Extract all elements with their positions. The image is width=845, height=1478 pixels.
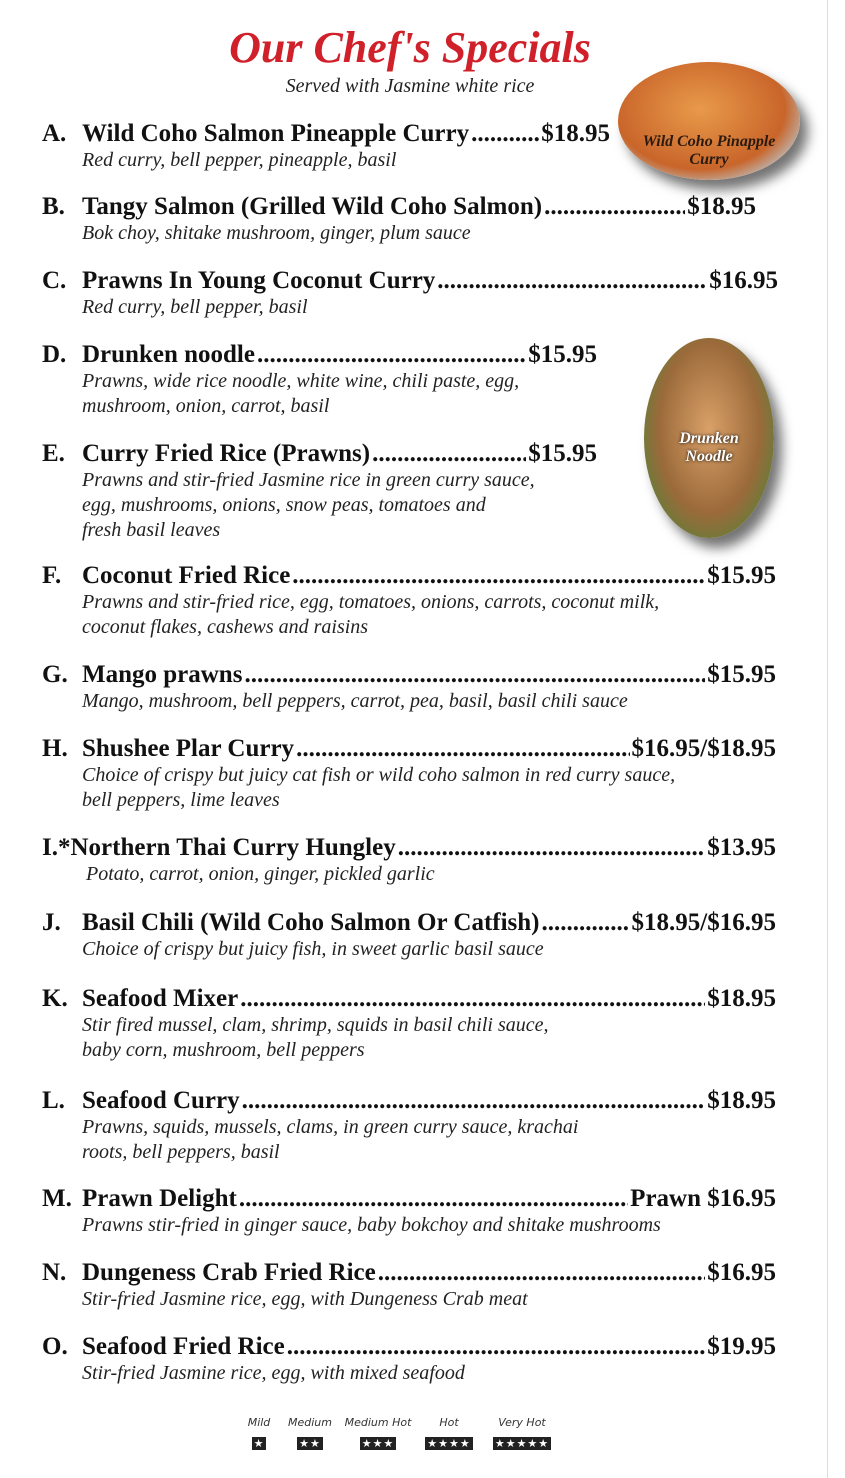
- legend-label: Medium Hot: [344, 1416, 412, 1429]
- item-letter: B.: [42, 193, 65, 220]
- item-description: [42, 1013, 776, 1063]
- star-rating-icon: ★: [253, 1437, 265, 1450]
- description-line: Prawns, wide rice noodle, white wine, chili paste, egg,: [82, 370, 520, 392]
- photo-caption: Noodle: [685, 448, 733, 465]
- item-price: $18.95: [687, 193, 756, 220]
- item-description: [42, 689, 776, 714]
- legend-item: [278, 1416, 342, 1450]
- item-letter: F.: [42, 562, 62, 589]
- menu-item: [42, 1087, 776, 1165]
- legend-item: [342, 1416, 414, 1450]
- menu-item: [42, 562, 776, 640]
- description-line: Stir fired mussel, clam, shrimp, squids in basil chili sauce,: [82, 1014, 549, 1036]
- menu-item: [42, 909, 776, 962]
- item-description: [42, 1213, 776, 1238]
- description-line: Choice of crispy but juicy fish, in sweet garlic basil sauce: [82, 938, 544, 960]
- item-description: [42, 763, 776, 813]
- menu-item: [42, 1185, 776, 1238]
- item-name: Dungeness Crab Fried Rice: [82, 1259, 376, 1286]
- dot-leader: [244, 661, 705, 689]
- item-description: [42, 221, 756, 246]
- page-title: Our Chef's Specials: [229, 23, 591, 72]
- item-price: $15.95: [707, 661, 776, 688]
- item-description: [42, 1287, 776, 1312]
- photo-caption: Wild Coho Pinapple: [642, 133, 776, 150]
- item-letter: N.: [42, 1259, 67, 1286]
- dot-leader: [542, 909, 630, 937]
- item-letter: M.: [42, 1185, 72, 1212]
- menu-item: [42, 120, 610, 173]
- item-price: $18.95: [707, 1087, 776, 1114]
- item-price: $18.95: [541, 120, 610, 147]
- dot-leader: [240, 985, 705, 1013]
- description-line: Stir-fried Jasmine rice, egg, with Dungeness Crab meat: [82, 1288, 528, 1310]
- item-name: Drunken noodle: [82, 341, 255, 368]
- description-line: Red curry, bell pepper, pineapple, basil: [82, 149, 397, 171]
- item-price: $15.95: [707, 562, 776, 589]
- description-line: Mango, mushroom, bell peppers, carrot, pea, basil, basil chili sauce: [82, 690, 628, 712]
- item-price: $19.95: [707, 1333, 776, 1360]
- legend-label: Very Hot: [498, 1416, 546, 1429]
- item-letter: O.: [42, 1333, 68, 1360]
- dot-leader: [242, 1087, 706, 1115]
- item-name: Seafood Fried Rice: [82, 1333, 285, 1360]
- item-description: [42, 862, 776, 887]
- item-description: [42, 148, 610, 173]
- description-line: Choice of crispy but juicy cat fish or wild coho salmon in red curry sauce,: [82, 764, 676, 786]
- description-line: roots, bell peppers, basil: [82, 1141, 280, 1163]
- menu-item: [42, 735, 776, 813]
- menu-item: [42, 661, 776, 714]
- item-price: $16.95: [709, 267, 778, 294]
- item-name: Prawn Delight: [82, 1185, 237, 1212]
- description-line: Red curry, bell pepper, basil: [82, 296, 308, 318]
- dot-leader: [378, 1259, 706, 1287]
- description-line: egg, mushrooms, onions, snow peas, tomatoes and: [82, 494, 486, 516]
- item-letter: E.: [42, 440, 65, 467]
- menu-item: [42, 1333, 776, 1386]
- item-price: $18.95: [707, 985, 776, 1012]
- photo-caption: Curry: [689, 151, 729, 168]
- description-line: Prawns, squids, mussels, clams, in green curry sauce, krachai: [82, 1116, 579, 1138]
- legend-item: [414, 1416, 484, 1450]
- dot-leader: [437, 267, 707, 295]
- dot-leader: [544, 193, 685, 221]
- item-name: Tangy Salmon (Grilled Wild Coho Salmon): [82, 193, 543, 220]
- item-letter: D.: [42, 341, 67, 368]
- item-name: Shushee Plar Curry: [82, 735, 295, 762]
- menu-item: [42, 440, 597, 543]
- item-description: [42, 590, 776, 640]
- legend-label: Mild: [247, 1416, 271, 1429]
- dot-leader: [372, 440, 526, 468]
- dot-leader: [287, 1333, 706, 1361]
- menu-item: [42, 985, 776, 1063]
- item-name: Coconut Fried Rice: [82, 562, 291, 589]
- star-rating-icon: ★★★★★: [494, 1437, 550, 1450]
- spice-legend: [240, 1416, 560, 1450]
- photo-drunken-noodle: [644, 338, 774, 538]
- menu-item: [42, 341, 597, 419]
- legend-item: [484, 1416, 560, 1450]
- item-price: $16.95: [707, 1259, 776, 1286]
- item-letter: K.: [42, 985, 68, 1012]
- item-price: $13.95: [707, 834, 776, 861]
- legend-label: Medium: [288, 1416, 332, 1429]
- star-rating-icon: ★★★★: [427, 1437, 471, 1450]
- item-description: [42, 1115, 776, 1165]
- description-line: baby corn, mushroom, bell peppers: [82, 1039, 365, 1061]
- menu-item: [42, 267, 778, 320]
- description-line: Stir-fried Jasmine rice, egg, with mixed seafood: [82, 1362, 465, 1384]
- dot-leader: [239, 1185, 628, 1213]
- item-letter: J.: [42, 909, 61, 936]
- legend-item: [240, 1416, 278, 1450]
- scrollbar-track[interactable]: [827, 0, 828, 1478]
- description-line: Prawns and stir-fried rice, egg, tomatoes, onions, carrots, coconut milk,: [82, 591, 660, 613]
- item-name: Curry Fried Rice (Prawns): [82, 440, 371, 467]
- item-name: Mango prawns: [82, 661, 243, 688]
- page-subtitle: Served with Jasmine white rice: [285, 75, 535, 97]
- item-price: $18.95/$16.95: [631, 909, 776, 936]
- dot-leader: [292, 562, 705, 590]
- star-rating-icon: ★★★: [361, 1437, 395, 1450]
- dot-leader: [257, 341, 526, 369]
- description-line: Prawns stir-fried in ginger sauce, baby bokchoy and shitake mushrooms: [82, 1214, 661, 1236]
- dot-leader: [296, 735, 629, 763]
- item-description: [42, 468, 597, 543]
- menu-item: [42, 1259, 776, 1312]
- item-description: [42, 295, 778, 320]
- photo-wild-coho-curry: [618, 62, 800, 180]
- description-line: Potato, carrot, onion, ginger, pickled garlic: [86, 863, 435, 885]
- item-price: $15.95: [528, 341, 597, 368]
- description-line: Bok choy, shitake mushroom, ginger, plum sauce: [82, 222, 471, 244]
- description-line: mushroom, onion, carrot, basil: [82, 395, 330, 417]
- item-description: [42, 369, 597, 419]
- item-name: Northern Thai Curry Hungley: [70, 834, 396, 861]
- description-line: bell peppers, lime leaves: [82, 789, 280, 811]
- item-letter: L.: [42, 1087, 65, 1114]
- dot-leader: [471, 120, 539, 148]
- item-description: [42, 1361, 776, 1386]
- item-letter: A.: [42, 120, 67, 147]
- star-rating-icon: ★★: [299, 1437, 321, 1450]
- item-letter: G.: [42, 661, 68, 688]
- item-letter: H.: [42, 735, 68, 762]
- item-letter: C.: [42, 267, 67, 294]
- item-price: Prawn $16.95: [630, 1185, 776, 1212]
- item-letter: I.*: [42, 834, 71, 861]
- description-line: fresh basil leaves: [82, 519, 221, 541]
- item-name: Wild Coho Salmon Pineapple Curry: [82, 120, 470, 147]
- menu-item: [42, 193, 756, 246]
- item-name: Prawns In Young Coconut Curry: [82, 267, 436, 294]
- description-line: coconut flakes, cashews and raisins: [82, 616, 369, 638]
- photo-caption: Drunken: [679, 430, 739, 447]
- item-description: [42, 937, 776, 962]
- description-line: Prawns and stir-fried Jasmine rice in green curry sauce,: [82, 469, 535, 491]
- dot-leader: [398, 834, 706, 862]
- item-price: $15.95: [528, 440, 597, 467]
- legend-label: Hot: [439, 1416, 459, 1429]
- menu-item: [42, 834, 776, 887]
- item-name: Seafood Curry: [82, 1087, 240, 1114]
- item-price: $16.95/$18.95: [631, 735, 776, 762]
- item-name: Seafood Mixer: [82, 985, 239, 1012]
- item-name: Basil Chili (Wild Coho Salmon Or Catfish): [82, 909, 540, 936]
